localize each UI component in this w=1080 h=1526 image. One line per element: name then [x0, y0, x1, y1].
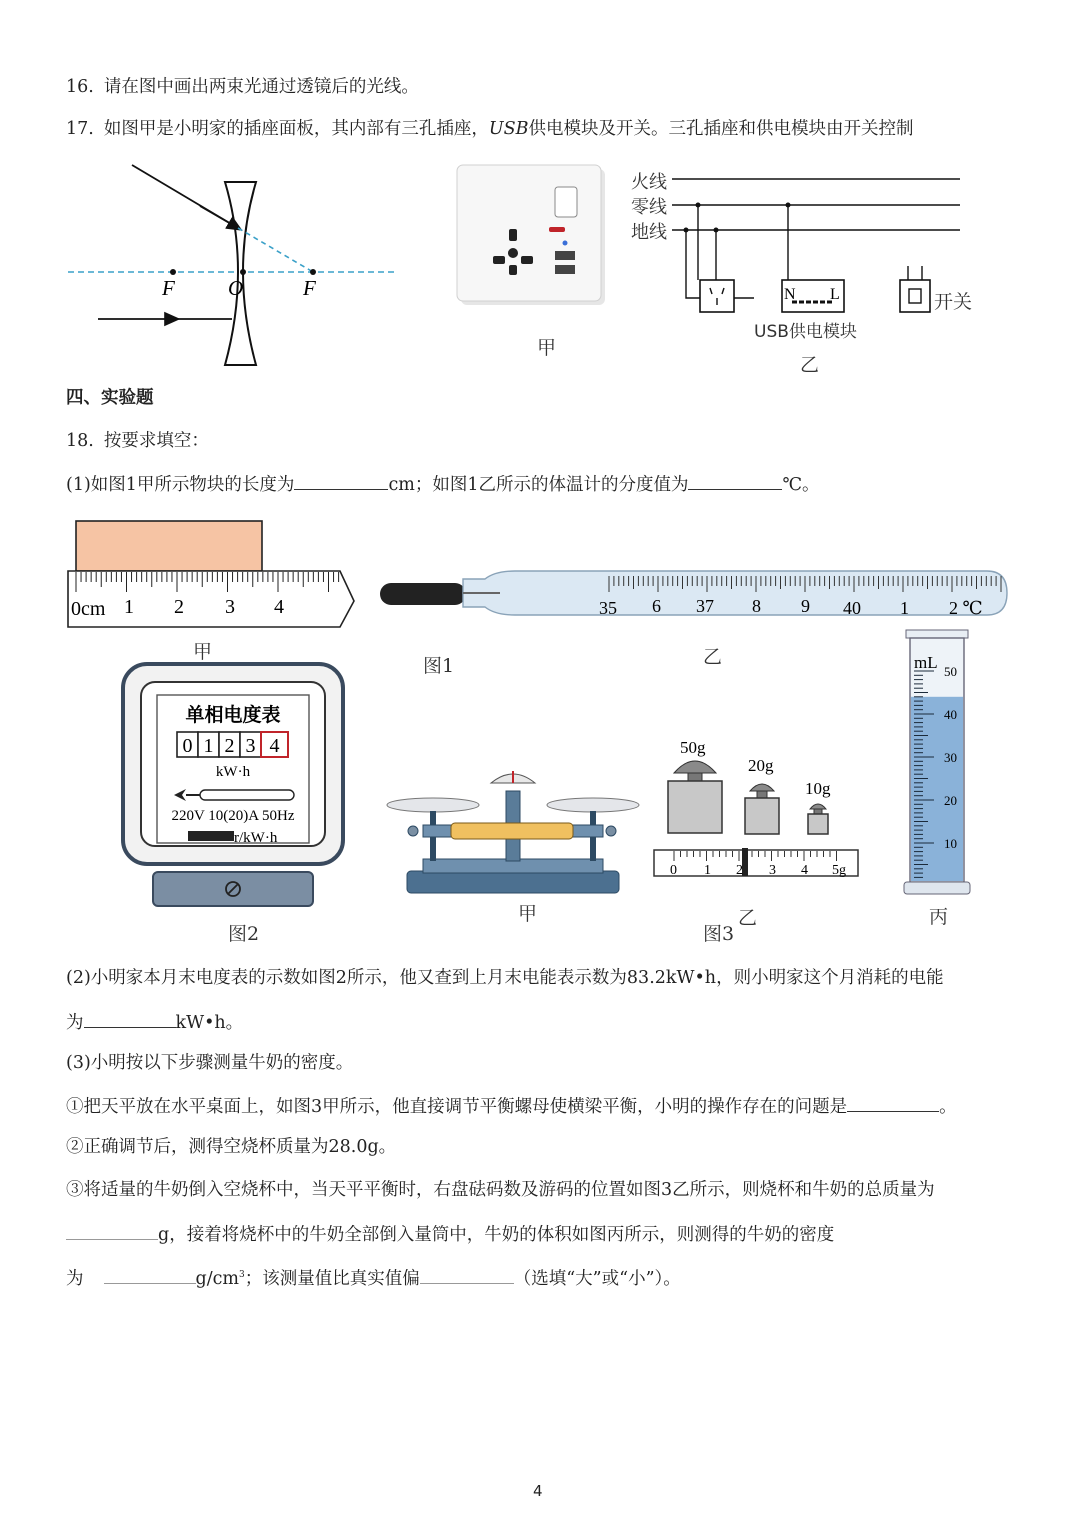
- circuit-caption: 乙: [800, 354, 820, 376]
- q18-3-step3: ③将适量的牛奶倒入空烧杯中，当天平平衡时，右盘砝码数及游码的位置如图3乙所示，则烧杯和牛奶的总质量为: [66, 1180, 935, 1200]
- lens-diagram: [60, 160, 405, 375]
- q18-2-text-a: (2)小明家本月末电度表的示数如图2所示，他又查到上月末电能表示数为83.2kW•h，则小明家这个月消耗的电能: [66, 968, 944, 988]
- q18-3-step3b-line: [66, 1221, 834, 1247]
- q17-text-b: 供电模块及开关。三孔插座和供电模块由开关控制: [528, 119, 914, 139]
- fig1-caption: 图1: [423, 655, 455, 677]
- bias-answer-blank[interactable]: [420, 1265, 514, 1284]
- thermometer-figure: [375, 565, 1015, 625]
- thermo-label-9: 9: [801, 596, 810, 616]
- q18-3-step3c-a: 为: [66, 1268, 84, 1289]
- cylinder-unit: mL: [914, 653, 938, 672]
- q18-text: 按要求填空：: [103, 431, 209, 451]
- balance-base: [407, 871, 619, 893]
- length-answer-blank[interactable]: [294, 471, 388, 490]
- rider-label-5g: 5g: [832, 863, 846, 878]
- thermo-label-8: 8: [752, 596, 761, 616]
- q18-3-step3c-b: g/cm: [195, 1268, 239, 1289]
- ruler-label-0: 0cm: [71, 598, 106, 620]
- q18-1-text-a: (1)如图1甲所示物块的长度为: [66, 475, 295, 495]
- thermometer-glass: [463, 571, 1007, 615]
- fire-wire-label: 火线: [631, 172, 667, 193]
- q18-3-step3c-d: （选填“大”或“小”）。: [513, 1268, 681, 1289]
- q16-line: [66, 75, 419, 99]
- ruler-label-4: 4: [274, 596, 284, 618]
- rider-scale: [654, 850, 858, 876]
- thermo-label-35: 35: [599, 598, 617, 618]
- usb-module-l: L: [830, 286, 840, 303]
- meter-digit-0: 0: [182, 735, 193, 757]
- q17-number: 17.: [66, 119, 94, 139]
- socket-indicator: [549, 227, 565, 232]
- energy-answer-blank[interactable]: [84, 1009, 176, 1028]
- cylinder-label-50: 50: [944, 664, 957, 679]
- thermo-label-40: 40: [843, 598, 861, 618]
- socket-usb-port-2: [555, 265, 575, 274]
- weights-caption: 乙: [738, 907, 758, 929]
- meter-disc: [200, 790, 294, 800]
- weight-label-10g: 10g: [805, 779, 831, 798]
- thermo-label-6: 6: [652, 596, 661, 616]
- ruler-label-3: 3: [225, 596, 235, 618]
- q17-line: [66, 117, 913, 141]
- q18-2-text-b: 为: [66, 1013, 84, 1033]
- balance-figure: [383, 765, 645, 897]
- cylinder-label-40: 40: [944, 707, 957, 722]
- meter-rev-unit: r/kW·h: [234, 830, 278, 846]
- graduated-cylinder: [900, 628, 980, 898]
- meter-digits: [177, 732, 288, 757]
- q18-line: [66, 429, 209, 453]
- weight-20g: [745, 784, 779, 834]
- neutral-wire-label: 零线: [631, 197, 667, 218]
- fig3-caption: 图3: [703, 923, 735, 945]
- balance-caption: 甲: [518, 903, 538, 925]
- meter-digit-2: 2: [224, 735, 235, 757]
- q18-1-text-c: ℃。: [782, 475, 820, 495]
- weight-label-50g: 50g: [680, 738, 706, 757]
- problem-answer-blank[interactable]: [847, 1093, 939, 1112]
- meter-digit-1: 1: [203, 735, 214, 757]
- socket-usb-led: [563, 241, 568, 246]
- weight-label-20g: 20g: [748, 756, 774, 775]
- meter-redacted: [188, 831, 234, 841]
- cylinder-label-10: 10: [944, 836, 957, 851]
- q18-3-intro: (3)小明按以下步骤测量牛奶的密度。: [66, 1053, 354, 1073]
- rider-label-0: 0: [670, 863, 677, 878]
- cylinder-label-20: 20: [944, 793, 957, 808]
- meter-digit-4: 4: [269, 735, 280, 757]
- meter-rating: 220V 10(20)A 50Hz: [171, 808, 295, 824]
- focus-left-dot: [170, 269, 176, 275]
- q16-number: 16.: [66, 77, 94, 97]
- balance-right-pan: [547, 798, 639, 812]
- mass-answer-blank[interactable]: [66, 1221, 158, 1240]
- socket-caption: 甲: [537, 337, 557, 359]
- thermo-label-1: 1: [900, 598, 909, 618]
- q18-1-line: [66, 471, 820, 497]
- thermo-label-37: 37: [696, 596, 714, 616]
- optical-center-dot: [240, 269, 246, 275]
- rider-label-1: 1: [704, 863, 711, 878]
- ground-wire-label: 地线: [631, 222, 667, 243]
- q18-3-step1-line: [66, 1093, 957, 1119]
- extension-line: [238, 228, 313, 272]
- q18-3-step3b: g，接着将烧杯中的牛奶全部倒入量筒中，牛奶的体积如图丙所示，则测得的牛奶的密度: [158, 1225, 835, 1245]
- q18-3-step2: ②正确调节后，测得空烧杯质量为28.0g。: [66, 1137, 397, 1157]
- section-title: 四、实验题: [66, 388, 154, 408]
- q16-text: 请在图中画出两束光通过透镜后的光线。: [103, 77, 419, 97]
- socket-usb-port-1: [555, 251, 575, 260]
- q18-2-text-c: kW•h。: [175, 1013, 244, 1033]
- ruler-caption: 甲: [193, 641, 213, 663]
- socket-panel-frame: [457, 165, 601, 301]
- density-answer-blank[interactable]: [104, 1265, 196, 1284]
- page-number: 4: [533, 1482, 543, 1500]
- switch-label: 开关: [934, 291, 973, 313]
- meter-unit: kW·h: [215, 764, 251, 780]
- q18-3-step3c-line: [66, 1263, 681, 1291]
- fig2-caption: 图2: [228, 923, 260, 945]
- focus-right-label: F: [303, 276, 316, 300]
- balance-scale-bar: [451, 823, 573, 839]
- weight-10g: [808, 804, 828, 834]
- circuit-diagram: [670, 168, 973, 328]
- focus-right-dot: [310, 269, 316, 275]
- optical-center-label: O: [228, 276, 244, 300]
- electric-meter: [120, 662, 350, 912]
- q18-2-line-b: [66, 1009, 243, 1035]
- q18-number: 18.: [66, 431, 94, 451]
- rider-label-2: 2: [736, 863, 743, 878]
- ruler-figure: [62, 515, 362, 640]
- cylinder-label-30: 30: [944, 750, 957, 765]
- rider-label-4: 4: [801, 863, 808, 878]
- measured-block: [76, 521, 262, 571]
- socket-panel-image: [455, 163, 610, 308]
- q18-3-step3c-c: ；该测量值比真实值偏: [244, 1268, 420, 1289]
- q17-text-a: 如图甲是小明家的插座面板，其内部有三孔插座，: [103, 119, 489, 139]
- weight-50g: [668, 761, 722, 833]
- thermometer-bulb: [380, 583, 466, 605]
- q18-3-step1: ①把天平放在水平桌面上，如图3甲所示，他直接调节平衡螺母使横梁平衡，小明的操作存在的问题是: [66, 1097, 848, 1117]
- q18-3-step3c-sup: 3: [239, 1270, 245, 1280]
- ruler-label-1: 1: [124, 596, 134, 618]
- q18-3-step1-end: 。: [939, 1097, 957, 1117]
- q17-usb: USB: [488, 119, 529, 139]
- focus-left-label: F: [162, 276, 175, 300]
- balance-left-pan: [387, 798, 479, 812]
- meter-digit-3: 3: [245, 735, 256, 757]
- weights-figure: [650, 735, 865, 880]
- cylinder-caption: 丙: [929, 906, 949, 928]
- three-hole-socket-symbol: [700, 280, 734, 312]
- ruler-label-2: 2: [174, 596, 184, 618]
- milk-liquid: [911, 697, 963, 881]
- socket-switch: [555, 187, 577, 217]
- usb-module-label: USB供电模块: [754, 322, 857, 342]
- q18-1-text-b: cm；如图1乙所示的体温计的分度值为: [388, 475, 689, 495]
- thermometer-caption: 乙: [703, 646, 723, 668]
- thermo-label-2c: 2 ℃: [949, 598, 983, 618]
- division-answer-blank[interactable]: [688, 471, 782, 490]
- rider-label-3: 3: [769, 863, 776, 878]
- q18-2-line: [66, 966, 944, 990]
- usb-module-n: N: [784, 286, 796, 303]
- meter-title: 单相电度表: [185, 704, 281, 726]
